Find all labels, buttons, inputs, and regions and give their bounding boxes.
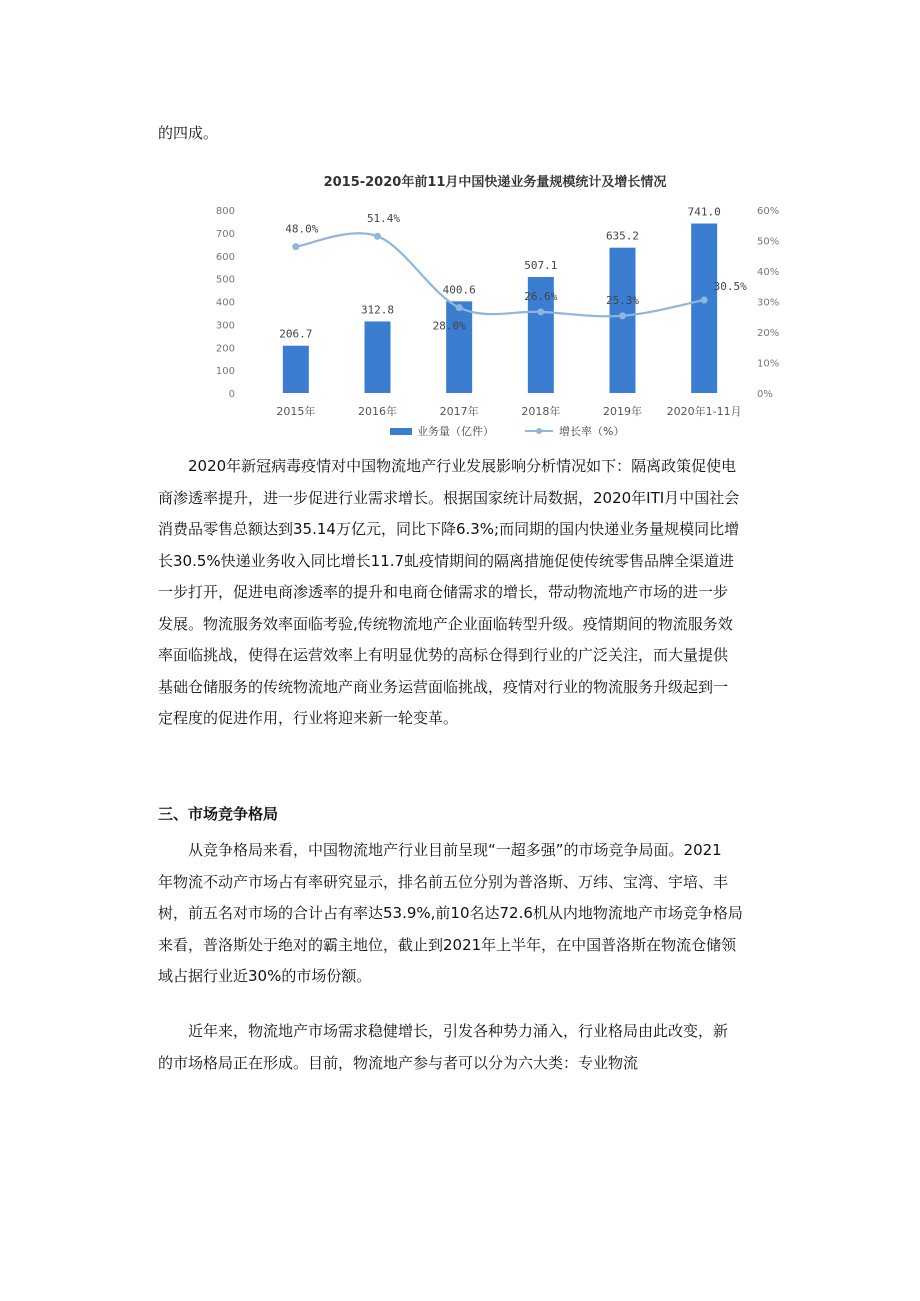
paragraph-line: 率面临挑战，使得在运营效率上有明显优势的高标仓得到行业的广泛关注，而大量提供	[158, 646, 729, 664]
bar-value-label: 400.6	[442, 283, 476, 297]
paragraph-line: 来看，普洛斯处于绝对的霸主地位，截止到2021年上半年，在中国普洛斯在物流仓储领	[158, 935, 737, 954]
right-axis-tick: 10%	[757, 358, 780, 370]
growth-rate-point	[701, 296, 708, 303]
growth-rate-point	[292, 243, 299, 250]
right-axis-tick: 20%	[757, 328, 780, 339]
left-axis-tick: 400	[215, 297, 235, 309]
right-axis-tick: 40%	[757, 267, 780, 278]
growth-rate-point	[456, 304, 463, 311]
legend-bar-swatch	[390, 428, 412, 435]
bar	[365, 321, 391, 393]
growth-rate-label: 51.4%	[366, 212, 401, 226]
x-axis-label: 2018年	[521, 405, 561, 418]
legend-line-label: 增长率（%）	[559, 425, 625, 438]
x-axis-label: 2017年	[439, 405, 479, 418]
growth-rate-point	[619, 312, 626, 319]
bar-value-label: 741.0	[687, 205, 721, 219]
paragraph-line: 树，前五名对市场的合计占有率达53.9%,前10名达72.6机从内地物流地产市场竞争格局	[158, 904, 743, 922]
x-axis-label: 2019年	[603, 405, 642, 418]
left-axis-tick: 0	[228, 389, 235, 400]
paragraph-line: 域占据行业近30%的市场份额。	[158, 967, 372, 985]
express-volume-chart	[205, 160, 785, 450]
legend-bar-label: 业务量（亿件）	[417, 425, 494, 438]
paragraph-competition	[158, 835, 762, 993]
paragraph-line: 年物流不动产市场占有率研究显示，排名前五位分别为普洛斯、万纬、宝湾、宇培、丰	[158, 872, 729, 891]
left-axis-tick: 500	[215, 274, 235, 286]
growth-rate-label: 48.0%	[285, 222, 319, 236]
left-axis-tick: 300	[215, 320, 235, 332]
paragraph-line: 近年来，物流地产市场需求稳健增长，引发各种势力涌入，行业格局由此改变，新	[188, 1022, 729, 1040]
paragraph-line: 定程度的促进作用，行业将迎来新一轮变革。	[158, 709, 459, 727]
bar	[610, 248, 636, 393]
section-heading: 三、市场竞争格局	[158, 805, 279, 823]
paragraph-line: 的市场格局正在形成。目前，物流地产参与者可以分为六大类：专业物流	[158, 1053, 639, 1072]
paragraph-market-players	[158, 1016, 762, 1079]
growth-rate-label: 26.6%	[524, 289, 558, 303]
x-axis-label: 2020年1-11月	[666, 405, 742, 418]
paragraph-line: 发展。物流服务效率面临考验,传统物流地产企业面临转型升级。疫情期间的物流服务效	[158, 614, 733, 633]
paragraph-covid-impact	[158, 451, 762, 735]
bar-value-label: 312.8	[360, 303, 395, 317]
paragraph-line: 长30.5%快递业务收入同比增长11.7虬疫情期间的隔离措施促使传统零售品牌全渠道进	[158, 551, 735, 570]
chart-svg	[205, 160, 785, 450]
left-axis-tick: 700	[215, 228, 235, 240]
bar-value-label: 206.7	[279, 327, 313, 341]
growth-rate-point	[374, 233, 381, 240]
legend-line-marker	[536, 428, 542, 434]
bar-value-label: 635.2	[605, 229, 640, 243]
growth-rate-label: 28.0%	[432, 319, 466, 333]
paragraph-line: 从竞争格局来看，中国物流地产行业目前呈现“一超多强”的市场竞争局面。2021	[188, 841, 722, 859]
growth-rate-line	[296, 233, 704, 316]
bar-value-label: 507.1	[524, 259, 558, 273]
right-axis-tick: 0%	[757, 389, 773, 400]
left-axis-tick: 600	[215, 251, 235, 263]
bar	[446, 301, 472, 393]
left-axis-tick: 800	[215, 206, 235, 217]
left-axis-tick: 200	[215, 343, 235, 355]
paragraph-line: 商渗透率提升，进一步促进行业需求增长。根据国家统计局数据，2020年ITI月中国社会	[158, 488, 740, 507]
bar	[283, 346, 309, 393]
right-axis-tick: 30%	[757, 297, 780, 309]
growth-rate-label: 30.5%	[713, 279, 747, 293]
growth-rate-label: 25.3%	[605, 293, 640, 307]
bar	[691, 223, 717, 393]
paragraph-line: 2020年新冠病毒疫情对中国物流地产行业发展影响分析情况如下：隔离政策促使电	[188, 457, 737, 475]
paragraph-line: 基础仓储服务的传统物流地产商业务运营面临挑战，疫情对行业的物流服务升级起到一	[158, 677, 729, 696]
text-fragment: 的四成。	[158, 124, 219, 142]
right-axis-tick: 60%	[757, 206, 780, 217]
x-axis-label: 2015年	[276, 405, 316, 418]
left-axis-tick: 100	[215, 366, 235, 378]
x-axis-label: 2016年	[358, 405, 397, 418]
right-axis-tick: 50%	[757, 236, 780, 248]
paragraph-line: 消费品零售总额达到35.14万亿元，同比下降6.3%;而同期的国内快递业务量规模同比增	[158, 520, 740, 538]
paragraph-line: 一步打开，促进电商渗透率的提升和电商仓储需求的增长，带动物流地产市场的进一步	[158, 583, 729, 601]
growth-rate-point	[537, 308, 544, 315]
chart-title: 2015-2020年前11月中国快递业务量规模统计及增长情况	[323, 175, 667, 190]
